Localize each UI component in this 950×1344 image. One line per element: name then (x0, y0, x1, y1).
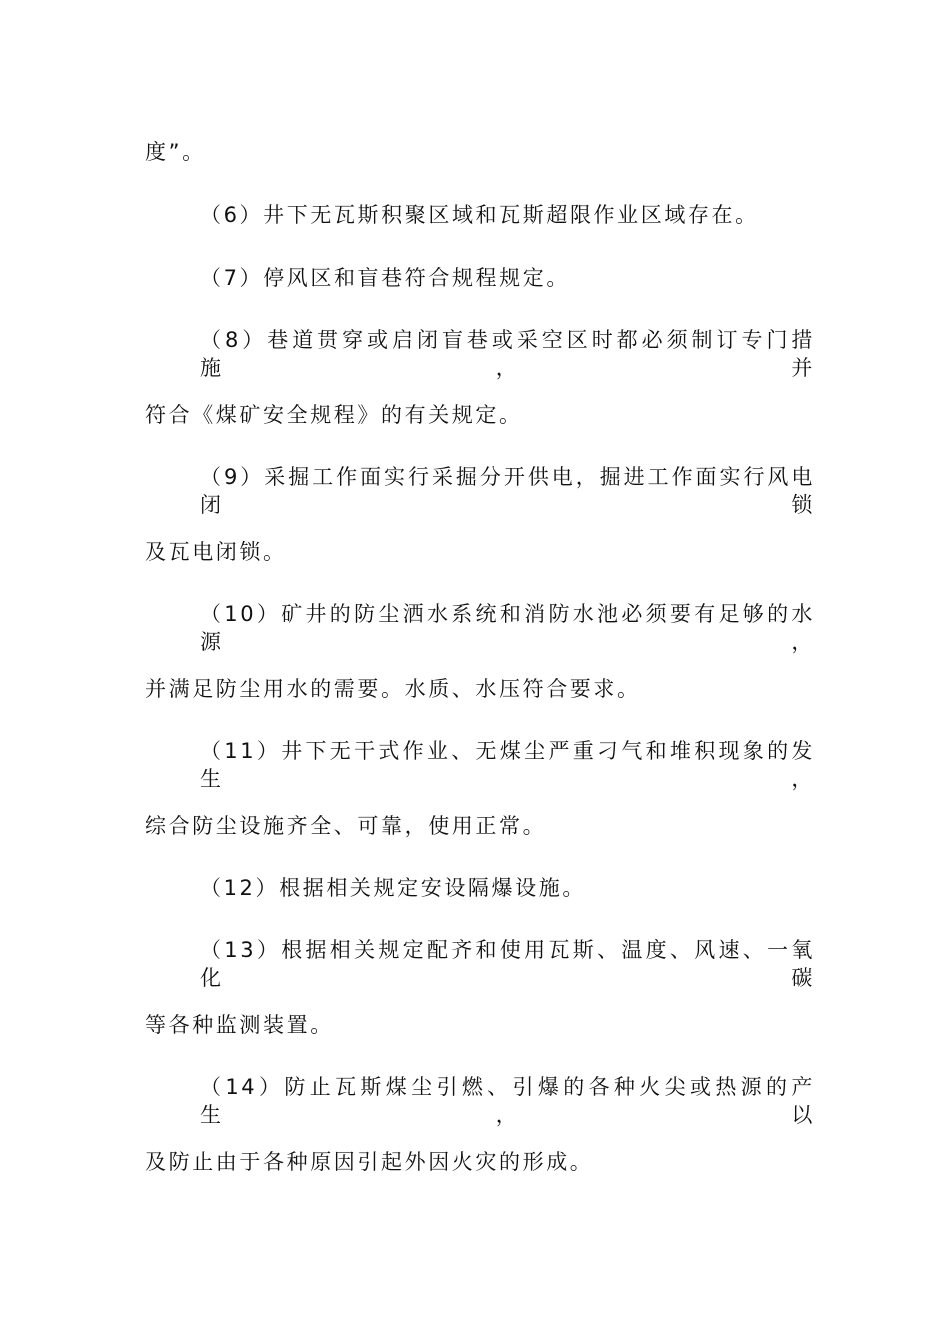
text-line: 及瓦电闭锁。 (145, 540, 287, 564)
list-item-11: （11）井下无干式作业、无煤尘严重刁气和堆积现象的发生， (200, 739, 815, 791)
text-line: 符合《煤矿安全规程》的有关规定。 (145, 403, 523, 427)
text-line: 及防止由于各种原因引起外因火灾的形成。 (145, 1150, 594, 1174)
list-item-14: （14）防止瓦斯煤尘引燃、引爆的各种火尖或热源的产生，以 (200, 1075, 815, 1127)
list-item-8: （8）巷道贯穿或启闭盲巷或采空区时都必须制订专门措施，并 (200, 328, 815, 380)
list-item-10: （10）矿井的防尘洒水系统和消防水池必须要有足够的水源， (200, 602, 815, 654)
list-item-7: （7）停风区和盲巷符合规程规定。 (200, 266, 570, 290)
text-line: 度”。 (145, 140, 206, 164)
text-line: 等各种监测装置。 (145, 1013, 334, 1037)
list-item-9: （9）采掘工作面实行采掘分开供电，掘进工作面实行风电闭锁 (200, 465, 815, 517)
text-line: 综合防尘设施齐全、可靠，使用正常。 (145, 814, 547, 838)
text-line: 并满足防尘用水的需要。水质、水压符合要求。 (145, 677, 641, 701)
list-item-12: （12）根据相关规定安设隔爆设施。 (200, 876, 586, 900)
list-item-6: （6）井下无瓦斯积聚区域和瓦斯超限作业区域存在。 (200, 203, 759, 227)
list-item-13: （13）根据相关规定配齐和使用瓦斯、温度、风速、一氧化碳 (200, 938, 815, 990)
